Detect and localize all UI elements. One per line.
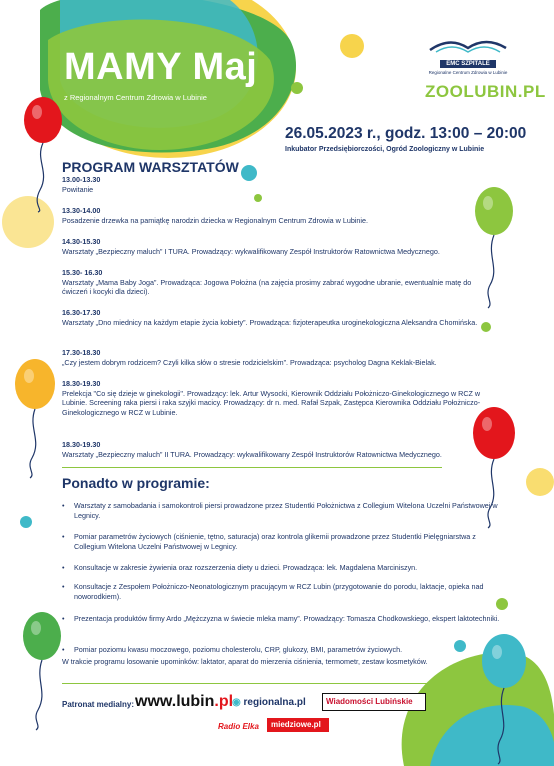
lubin-pl-logo-main: www.lubin: [135, 693, 215, 710]
yellow-dot: [340, 34, 364, 58]
extras-item-text: Warsztaty z samobadania i samokontroli piersi prowadzone przez Studentki Położnictwa z Collegium Witelona Uczelni Państwowej w Legnicy.: [74, 501, 498, 520]
program-item: [62, 268, 492, 297]
program-item: [62, 237, 492, 256]
tvregionalna-logo-text: regionalna.pl: [243, 697, 306, 708]
bullet-icon: •: [62, 501, 65, 510]
extras-item-text: Pomiar poziomu kwasu moczowego, poziomu cholesterolu, CRP, glukozy, BMI, parametrów życiowych.: [74, 645, 403, 654]
program-item-time: 15.30- 16.30: [62, 268, 103, 277]
teal-dot-left: [20, 516, 32, 528]
program-item-time: 16.30-17.30: [62, 308, 101, 317]
radio-elka-logo: Radio Elka: [218, 722, 259, 731]
emc-logo-subtitle: Regionalne Centrum Zdrowia w Lubinie: [428, 70, 508, 75]
extras-item-text: Konsultacje w zakresie żywienia oraz rozszerzenia diety u dzieci. Prowadząca: lek. Magdalena Marciniszyn.: [74, 563, 418, 572]
bullet-icon: •: [62, 614, 65, 623]
emc-logo: [428, 36, 508, 76]
program-item-desc: Posadzenie drzewka na pamiątkę narodzin dziecka w Regionalnym Centrum Zdrowia w Lubinie.: [62, 215, 369, 225]
hero-subtitle: z Regionalnym Centrum Zdrowia w Lubinie: [64, 93, 207, 102]
event-datetime: 26.05.2023 r., godz. 13:00 – 20:00: [285, 125, 527, 142]
program-item-time: 18.30-19.30: [62, 379, 101, 388]
program-item-desc: Warsztaty „Bezpieczny maluch” II TURA. Prowadzący: wykwalifikowany Zespół Instruktorów Ratownictwa Medycznego.: [62, 449, 442, 459]
program-item: [62, 308, 492, 327]
extras-item-text: Pomiar parametrów życiowych (ciśnienie, tętno, saturacja) oraz kontrola glikemii prowadzone przez Studentki Pielęgniarstwa z Collegium Witelona Uczelni Państwowej w Legnicy.: [74, 532, 476, 551]
program-item-desc: „Czy jestem dobrym rodzicem? Czyli kilka słów o stresie rodzicielskim”. Prowadząca: psycholog Dagna Keklak-Bielak.: [62, 357, 437, 367]
program-item-desc: Prelekcja "Co się dzieje w ginekologii". Prowadzący: lek. Artur Wysocki, Kierownik Oddziału Położniczo-Ginekologicznego w RCZ w Lubinie. Screening raka piersi i raka szyjki macicy. Prowadzący: dr n. med. Rafał Szpak, Zastępca Kierownika Oddziału Położniczo-Ginekologicznego w RCZ w Lubinie.: [62, 388, 481, 417]
bullet-icon: •: [62, 532, 65, 541]
green-dot-small: [254, 194, 262, 202]
hero-title: MAMY Maj: [64, 46, 258, 88]
patronat-label: Patronat medialny:: [62, 700, 135, 709]
program-item: [62, 206, 492, 225]
extras-item: [62, 532, 502, 551]
program-item: [62, 379, 492, 417]
program-item-desc: Warsztaty „Dno miednicy na każdym etapie życia kobiety”. Prowadząca: fizjoterapeutka uroginekologiczna Aleksandra Chomińska.: [62, 317, 478, 327]
program-item-time: 14.30-15.30: [62, 237, 101, 246]
program-item: [62, 348, 492, 367]
tv-icon: ◉: [232, 697, 241, 708]
extras-item: [62, 645, 502, 655]
program-item-desc: Warsztaty „Mama Baby Joga”. Prowadząca: Jogowa Położna (na zajęcia prosimy zabrać wygodne ubranie, ewentualnie matę do ćwiczeń i kocyki dla dzieci).: [62, 277, 472, 297]
lubin-pl-logo-suffix: .pl: [214, 693, 234, 710]
event-venue: Inkubator Przedsiębiorczości, Ogród Zoologiczny w Lubinie: [285, 146, 485, 153]
extras-item-text: Konsultacje z Zespołem Położniczo-Neonatologicznym pracującym w RCZ Lubin (przygotowanie do porodu, laktacje, opieka nad noworodkiem).: [74, 582, 484, 601]
wiadomosci-lubinskie-text: Wiadomości Lubińskie: [326, 697, 413, 706]
bullet-icon: •: [62, 582, 65, 591]
lubin-pl-logo: [135, 693, 233, 711]
green-dot: [291, 82, 303, 94]
program-item-time: 13.30-14.00: [62, 206, 101, 215]
footer-divider: [62, 683, 442, 684]
program-item-desc: Warsztaty „Bezpieczny maluch” I TURA. Prowadzący: wykwalifikowany Zespół Instruktorów Ratownictwa Medycznego.: [62, 246, 440, 256]
yellow-balloon-left: [15, 359, 55, 478]
bullet-icon: •: [62, 645, 65, 654]
extras-item-text: Prezentacja produktów firmy Ardo „Mężczyzna w świecie mleka mamy”. Prowadzący: Tomasza Chodkowskiego, ekspert laktotechniki.: [74, 614, 500, 623]
program-title: PROGRAM WARSZTATÓW: [62, 159, 239, 175]
program-item: [62, 175, 492, 194]
program-item-desc: Powitanie: [62, 184, 94, 194]
emc-logo-band: EMC SZPITALE: [440, 60, 496, 68]
yellow-blob-right: [526, 468, 554, 496]
left-yellow-blob: [2, 196, 54, 248]
program-item-time: 13.00-13.30: [62, 175, 101, 184]
miedziowe-logo: [267, 718, 329, 732]
extras-item: [62, 614, 502, 624]
miedziowe-logo-text: miedziowe.pl: [271, 720, 321, 729]
wiadomosci-lubinskie-logo: [322, 693, 426, 711]
lottery-note: W trakcie programu losowanie upominków: laktator, aparat do mierzenia ciśnienia, termometr, zestaw kosmetyków.: [62, 657, 428, 666]
bullet-icon: •: [62, 563, 65, 572]
zoo-logo: ZOOLUBIN.PL: [425, 82, 546, 101]
program-item: [62, 440, 492, 459]
tvregionalna-logo: [232, 697, 306, 708]
green-balloon-bottom-left: [23, 612, 61, 730]
extras-item: [62, 501, 502, 520]
extras-item: [62, 563, 502, 573]
red-balloon-top-left: [24, 97, 62, 212]
extras-item: [62, 582, 502, 601]
section-divider: [62, 467, 442, 468]
program-item-time: 18.30-19.30: [62, 440, 101, 449]
extras-title: Ponadto w programie:: [62, 475, 210, 491]
program-item-time: 17.30-18.30: [62, 348, 101, 357]
